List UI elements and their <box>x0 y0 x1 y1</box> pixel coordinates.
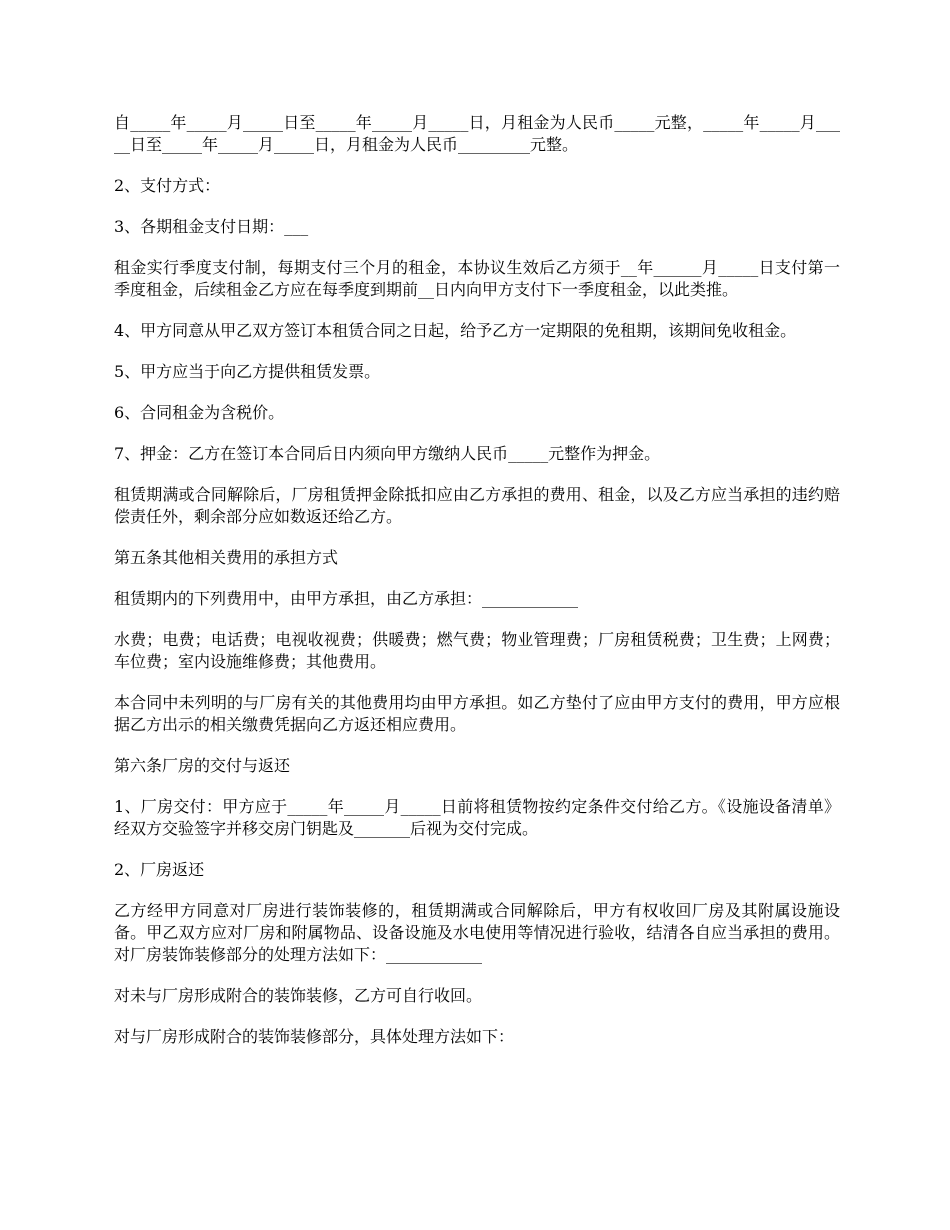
return-item: 2、厂房返还 <box>114 860 205 879</box>
quarterly-payment-paragraph: 租金实行季度支付制，每期支付三个月的租金，本协议生效后乙方须于__年______月_____日支付第一季度租金，后续租金乙方应在每季度到期前__日内向甲方支付下一季度租金，以此类推。 <box>114 258 840 299</box>
article-five-heading: 第五条其他相关费用的承担方式 <box>114 548 339 567</box>
fee-list-paragraph: 水费；电费；电话费；电视收视费；供暖费；燃气费；物业管理费；厂房租赁税费；卫生费；上网费；车位费；室内设施维修费；其他费用。 <box>114 630 840 671</box>
tax-included-item: 6、合同租金为含税价。 <box>114 403 285 422</box>
deposit-item: 7、押金：乙方在签订本合同后日内须向甲方缴纳人民币_____元整作为押金。 <box>114 444 661 463</box>
attached-decoration-paragraph: 对与厂房形成附合的装饰装修部分，具体处理方法如下： <box>114 1027 515 1046</box>
document-body <box>114 112 840 1067</box>
rent-free-item: 4、甲方同意从甲乙双方签订本租赁合同之日起，给予乙方一定期限的免租期，该期间免收租金。 <box>114 321 797 340</box>
rent-period-paragraph: 自_____年_____月_____日至_____年_____月_____日，月租金为人民币_____元整，_____年_____月_____日至_____年_____月_____日，月租金为人民币_________元整。 <box>114 113 840 154</box>
payment-method-item: 2、支付方式： <box>114 176 221 195</box>
non-attached-decoration-paragraph: 对未与厂房形成附合的装饰装修，乙方可自行收回。 <box>114 986 483 1005</box>
deposit-refund-paragraph: 租赁期满或合同解除后，厂房租赁押金除抵扣应由乙方承担的费用、租金，以及乙方应当承担的违约赔偿责任外，剩余部分应如数返还给乙方。 <box>114 485 840 526</box>
payment-date-item: 3、各期租金支付日期：___ <box>114 217 309 236</box>
fee-bearing-paragraph: 租赁期内的下列费用中，由甲方承担，由乙方承担：____________ <box>114 589 579 608</box>
invoice-item: 5、甲方应当于向乙方提供租赁发票。 <box>114 362 381 381</box>
other-fees-paragraph: 本合同中未列明的与厂房有关的其他费用均由甲方承担。如乙方垫付了应由甲方支付的费用，甲方应根据乙方出示的相关缴费凭据向乙方返还相应费用。 <box>114 693 840 734</box>
article-six-heading: 第六条厂房的交付与返还 <box>114 756 291 775</box>
decoration-return-paragraph: 乙方经甲方同意对厂房进行装饰装修的，租赁期满或合同解除后，甲方有权收回厂房及其附属设施设备。甲乙双方应对厂房和附属物品、设备设施及水电使用等情况进行验收，结清各自应当承担的费用。对厂房装饰装修部分的处理方法如下：____________ <box>114 901 840 964</box>
delivery-item: 1、厂房交付：甲方应于_____年_____月_____日前将租赁物按约定条件交付给乙方。《设施设备清单》经双方交验签字并移交房门钥匙及_______后视为交付完成。 <box>114 797 840 838</box>
